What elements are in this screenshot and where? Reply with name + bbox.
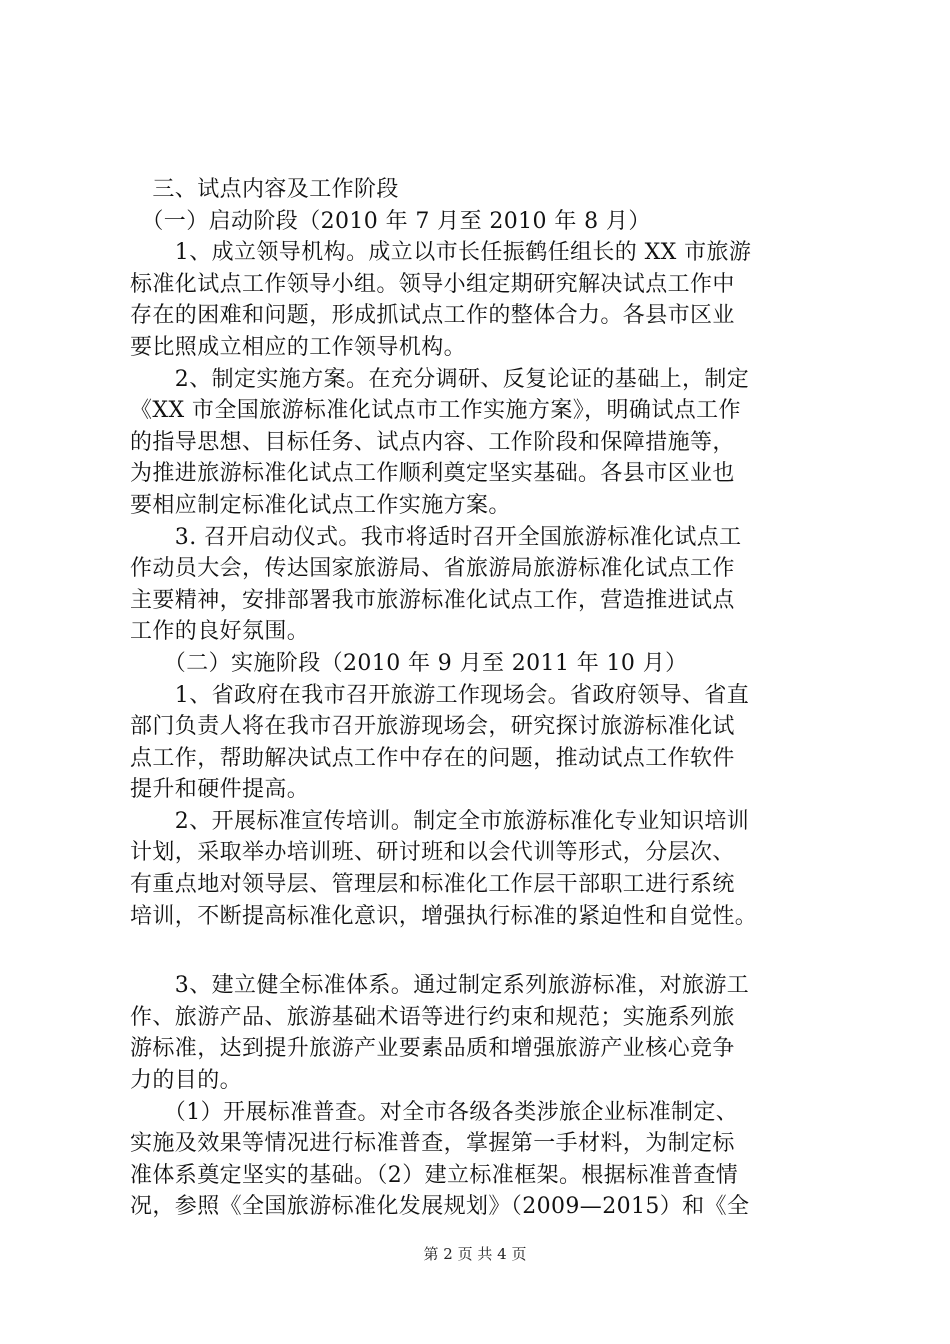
text-line: 部门负责人将在我市召开旅游现场会，研究探讨旅游标准化试 bbox=[130, 714, 735, 740]
text-line: 作动员大会，传达国家旅游局、省旅游局旅游标准化试点工作 bbox=[130, 556, 735, 582]
text-line: 提升和硬件提高。 bbox=[130, 777, 310, 803]
text-line: 作、旅游产品、旅游基础术语等进行约束和规范；实施系列旅 bbox=[130, 1004, 735, 1030]
text-line: 培训，不断提高标准化意识，增强执行标准的紧迫性和自觉性。 bbox=[130, 903, 758, 929]
text-line: 1、成立领导机构。成立以市长任振鹤任组长的 XX 市旅游 bbox=[130, 240, 752, 266]
text-line: 游标准，达到提升旅游产业要素品质和增强旅游产业核心竞争 bbox=[130, 1036, 735, 1062]
text-line: （1）开展标准普查。对全市各级各类涉旅企业标准制定、 bbox=[130, 1099, 739, 1125]
text-line: 存在的困难和问题，形成抓试点工作的整体合力。各县市区业 bbox=[130, 303, 735, 329]
subsection-heading: （二）实施阶段（2010 年 9 月至 2011 年 10 月） bbox=[130, 650, 688, 676]
text-line: 主要精神，安排部署我市旅游标准化试点工作，营造推进试点 bbox=[130, 587, 735, 613]
text-line: 2、开展标准宣传培训。制定全市旅游标准化专业知识培训 bbox=[130, 808, 750, 834]
text-line: 的指导思想、目标任务、试点内容、工作阶段和保障措施等， bbox=[130, 429, 735, 455]
text-line: 标准化试点工作领导小组。领导小组定期研究解决试点工作中 bbox=[130, 271, 735, 297]
section-heading: 三、试点内容及工作阶段 bbox=[130, 177, 399, 202]
text-line: 况，参照《全国旅游标准化发展规划》（2009—2015）和《全 bbox=[130, 1194, 750, 1220]
text-line: 要相应制定标准化试点工作实施方案。 bbox=[130, 492, 511, 518]
text-line: 实施及效果等情况进行标准普查，掌握第一手材料，为制定标 bbox=[130, 1131, 735, 1157]
text-line: 计划，采取举办培训班、研讨班和以会代训等形式，分层次、 bbox=[130, 840, 735, 866]
text-line: 工作的良好氛围。 bbox=[130, 619, 310, 645]
text-line: 要比照成立相应的工作领导机构。 bbox=[130, 334, 467, 360]
page-footer bbox=[0, 1244, 950, 1264]
paragraph-gap bbox=[130, 932, 830, 970]
text-line: 力的目的。 bbox=[130, 1068, 243, 1094]
text-line: 《XX 市全国旅游标准化试点市工作实施方案》，明确试点工作 bbox=[130, 398, 741, 424]
subsection-heading: （一）启动阶段（2010 年 7 月至 2010 年 8 月） bbox=[130, 208, 651, 234]
text-line: 有重点地对领导层、管理层和标准化工作层干部职工进行系统 bbox=[130, 872, 735, 898]
text-line: 点工作，帮助解决试点工作中存在的问题，推动试点工作软件 bbox=[130, 745, 735, 771]
text-line: 3. 召开启动仪式。我市将适时召开全国旅游标准化试点工 bbox=[130, 524, 742, 550]
text-line: 3、建立健全标准体系。通过制定系列旅游标准，对旅游工 bbox=[130, 973, 750, 999]
page-number: 第 2 页 共 4 页 bbox=[423, 1245, 527, 1263]
text-line: 为推进旅游标准化试点工作顺利奠定坚实基础。各县市区业也 bbox=[130, 461, 735, 487]
document-body bbox=[130, 174, 830, 1223]
text-line: 1、省政府在我市召开旅游工作现场会。省政府领导、省直 bbox=[130, 682, 750, 708]
text-line: 准体系奠定坚实的基础。（2）建立标准框架。根据标准普查情 bbox=[130, 1162, 739, 1188]
text-line: 2、制定实施方案。在充分调研、反复论证的基础上，制定 bbox=[130, 366, 750, 392]
